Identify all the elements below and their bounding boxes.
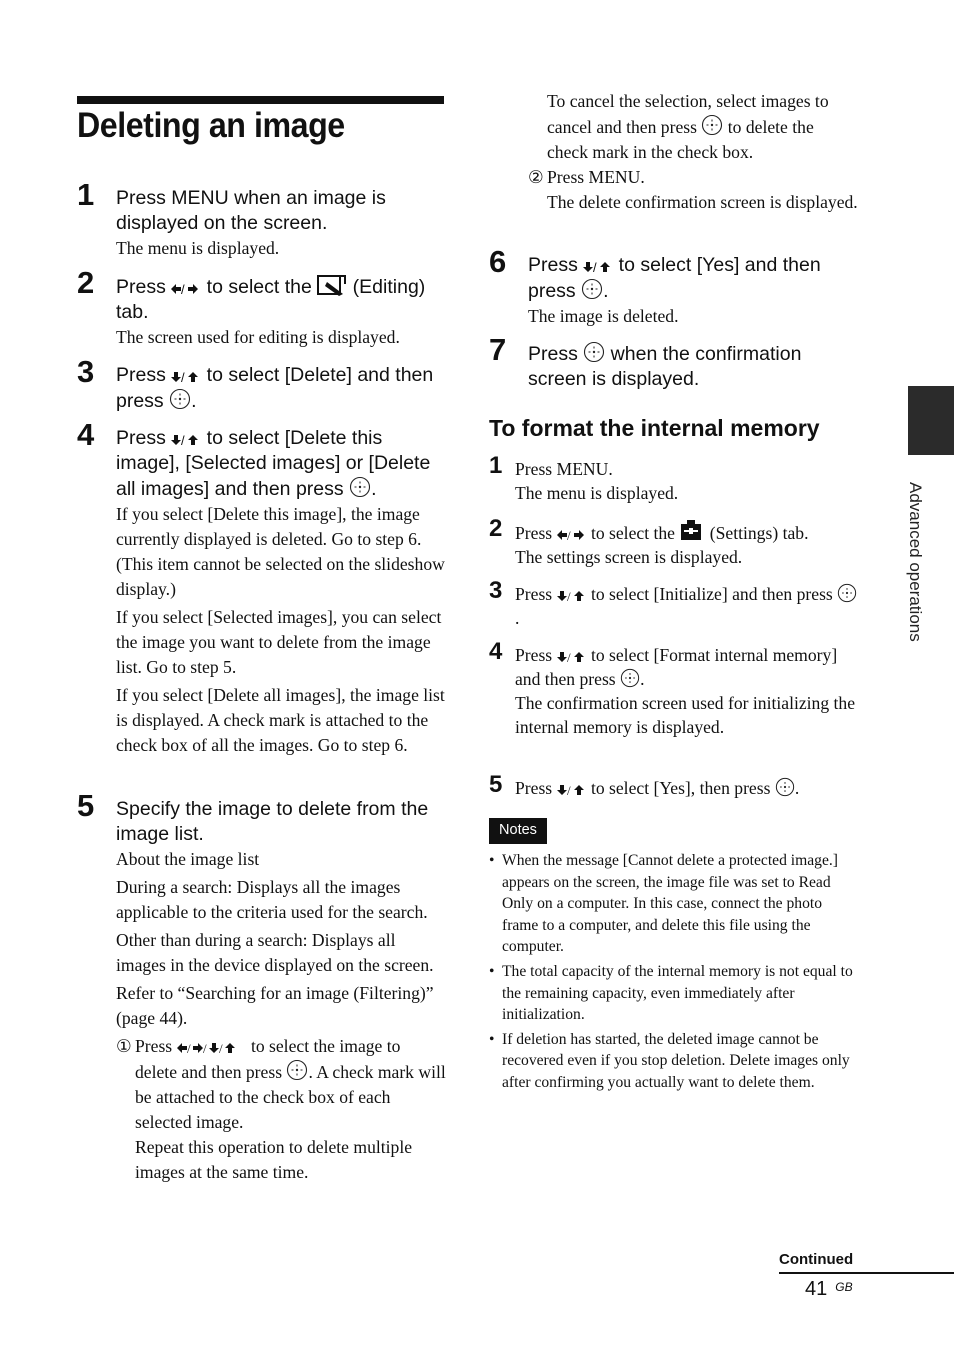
format-step-1 bbox=[515, 457, 860, 505]
page-number-suffix: GB bbox=[835, 1280, 853, 1294]
substep-text: Repeat this operation to delete multiple images at the same time. bbox=[135, 1137, 413, 1182]
substep-text: The delete confirmation screen is displayed. bbox=[547, 192, 858, 212]
step-number: 4 bbox=[77, 417, 95, 452]
down-up-arrows-icon bbox=[171, 433, 201, 447]
step-heading: Press / to select [Delete] and then press . bbox=[116, 364, 434, 412]
step-body: The screen used for editing is displayed. bbox=[116, 327, 400, 347]
format-step-number: 3 bbox=[489, 577, 503, 604]
circled-2: ② bbox=[528, 167, 544, 187]
substep-2 bbox=[528, 165, 858, 215]
step-body: The image is deleted. bbox=[528, 306, 679, 326]
side-tab-block bbox=[908, 386, 954, 455]
step-heading: Specify the image to delete from the image list. bbox=[116, 798, 429, 845]
format-step-text: Press / to select [Initialize] and then press . bbox=[515, 582, 860, 630]
footer-rule bbox=[779, 1272, 954, 1274]
svg-text:/: / bbox=[566, 650, 571, 664]
step-1 bbox=[116, 186, 446, 261]
step-body: If you select [Selected images], you can select the image you want to delete from the image list. Go to step 5. bbox=[116, 607, 442, 677]
step-7 bbox=[528, 341, 858, 392]
down-up-arrows-icon bbox=[557, 589, 587, 603]
notes-badge: Notes bbox=[489, 818, 547, 844]
step-body: During a search: Displays all the images applicable to the criteria used for the search. bbox=[116, 877, 428, 922]
step-6 bbox=[528, 253, 858, 329]
enter-button-icon bbox=[169, 388, 191, 410]
title-rule bbox=[77, 96, 444, 104]
note-item bbox=[489, 1029, 857, 1094]
down-up-arrows-icon bbox=[583, 260, 613, 274]
page-title: Deleting an image bbox=[77, 106, 345, 145]
format-step-3 bbox=[515, 582, 860, 630]
step-3 bbox=[116, 363, 446, 414]
substep-text: Press MENU. bbox=[547, 167, 645, 187]
step-body: Refer to “Searching for an image (Filtering)” (page 44). bbox=[116, 983, 434, 1028]
left-right-arrows-icon bbox=[171, 282, 201, 296]
section-heading-format: To format the internal memory bbox=[489, 415, 820, 441]
enter-button-icon bbox=[701, 114, 723, 136]
bullet: • bbox=[489, 1030, 495, 1048]
down-up-arrows-icon bbox=[557, 783, 587, 797]
circled-1: ① bbox=[116, 1036, 132, 1056]
format-step-text: The confirmation screen used for initializing the internal memory is displayed. bbox=[515, 693, 856, 737]
step-heading: Press when the confirmation screen is displayed. bbox=[528, 343, 802, 390]
format-step-text: The menu is displayed. bbox=[515, 483, 679, 503]
page-number bbox=[805, 1278, 853, 1301]
format-step-text: Press MENU. bbox=[515, 459, 613, 479]
enter-button-icon bbox=[837, 583, 857, 603]
editing-tab-icon bbox=[317, 274, 347, 296]
substep-1 bbox=[116, 1034, 446, 1185]
down-up-arrows-icon bbox=[171, 370, 201, 384]
step-5-continued bbox=[528, 89, 858, 215]
step-number: 6 bbox=[489, 244, 507, 279]
step-body: If you select [Delete all images], the image list is displayed. A check mark is attached to the check box of all the images. Go to step 6. bbox=[116, 685, 445, 755]
step-body: About the image list bbox=[116, 849, 260, 869]
svg-text:/: / bbox=[566, 528, 571, 542]
page-number-value: 41 bbox=[805, 1278, 828, 1300]
enter-button-icon bbox=[620, 668, 640, 688]
step-heading: Press / to select the (Editing) tab. bbox=[116, 276, 426, 323]
note-item bbox=[489, 961, 857, 1026]
svg-text:/: / bbox=[566, 589, 571, 603]
settings-tab-icon bbox=[679, 520, 705, 542]
svg-text:/: / bbox=[218, 1041, 223, 1055]
svg-text:/: / bbox=[202, 1041, 207, 1055]
format-step-5 bbox=[515, 776, 860, 800]
format-step-number: 1 bbox=[489, 452, 503, 479]
step-number: 3 bbox=[77, 354, 95, 389]
format-step-4 bbox=[515, 643, 860, 739]
enter-button-icon bbox=[581, 278, 603, 300]
step-body: The menu is displayed. bbox=[116, 238, 280, 258]
side-tab-label: Advanced operations bbox=[906, 482, 925, 642]
bullet: • bbox=[489, 962, 495, 980]
format-step-text: Press / to select [Format internal memory] and then press . bbox=[515, 645, 838, 689]
step-4 bbox=[116, 426, 446, 758]
format-step-text: The settings screen is displayed. bbox=[515, 547, 743, 567]
four-direction-arrows-icon bbox=[177, 1041, 247, 1055]
down-up-arrows-icon bbox=[557, 650, 587, 664]
step-number: 5 bbox=[77, 788, 95, 823]
note-text: When the message [Cannot delete a protected image.] appears on the screen, the image file was set to Read Only on a computer. In this case, connect the photo frame to a computer, and delete this file using the computer. bbox=[502, 852, 838, 956]
format-step-text: Press / to select [Yes], then press . bbox=[515, 778, 800, 798]
step-5 bbox=[116, 797, 446, 1185]
step-body: Other than during a search: Displays all images in the device displayed on the screen. bbox=[116, 930, 434, 975]
format-step-number: 2 bbox=[489, 515, 503, 542]
step-number: 1 bbox=[77, 177, 95, 212]
left-right-arrows-icon bbox=[557, 528, 587, 542]
enter-button-icon bbox=[349, 476, 371, 498]
notes-list bbox=[489, 850, 857, 1094]
note-text: If deletion has started, the deleted image cannot be recovered even if you stop deletion. Delete images only after confirming you actually want to delete them. bbox=[502, 1030, 850, 1091]
svg-text:/: / bbox=[181, 433, 185, 447]
format-step-2 bbox=[515, 520, 860, 569]
step-heading: Press / to select [Delete this image], [Selected images] or [Delete all images] and then press . bbox=[116, 427, 431, 500]
svg-text:/: / bbox=[186, 1041, 191, 1055]
enter-button-icon bbox=[775, 777, 795, 797]
step-body: If you select [Delete this image], the image currently displayed is deleted. Go to step 6. (This item cannot be selected on the slideshow display.) bbox=[116, 504, 445, 599]
bullet: • bbox=[489, 852, 495, 869]
format-step-number: 5 bbox=[489, 771, 503, 798]
enter-button-icon bbox=[583, 341, 605, 363]
note-item bbox=[489, 850, 857, 958]
format-step-number: 4 bbox=[489, 638, 503, 665]
step-2 bbox=[116, 274, 446, 350]
note-text: The total capacity of the internal memory is not equal to the remaining capacity, even immediately after initialization. bbox=[502, 962, 853, 1024]
svg-text:/: / bbox=[566, 783, 571, 797]
enter-button-icon bbox=[286, 1059, 308, 1081]
svg-text:/: / bbox=[593, 260, 597, 274]
step-heading: Press MENU when an image is displayed on the screen. bbox=[116, 187, 386, 234]
step-number: 2 bbox=[77, 265, 95, 300]
format-step-text: Press / to select the (Settings) tab. bbox=[515, 520, 860, 545]
step-number: 7 bbox=[489, 332, 507, 367]
svg-text:/: / bbox=[181, 282, 185, 296]
substep-text: To cancel the selection, select images to cancel and then press to delete the check mark in the check box. bbox=[547, 91, 829, 162]
continued-label: Continued bbox=[779, 1251, 854, 1268]
svg-text:/: / bbox=[181, 370, 185, 384]
substep-text: Press / / / to select the image to delete and then press . A check mark will be attached to the check box of each selected image. bbox=[135, 1036, 446, 1132]
step-heading: Press / to select [Yes] and then press . bbox=[528, 254, 821, 302]
